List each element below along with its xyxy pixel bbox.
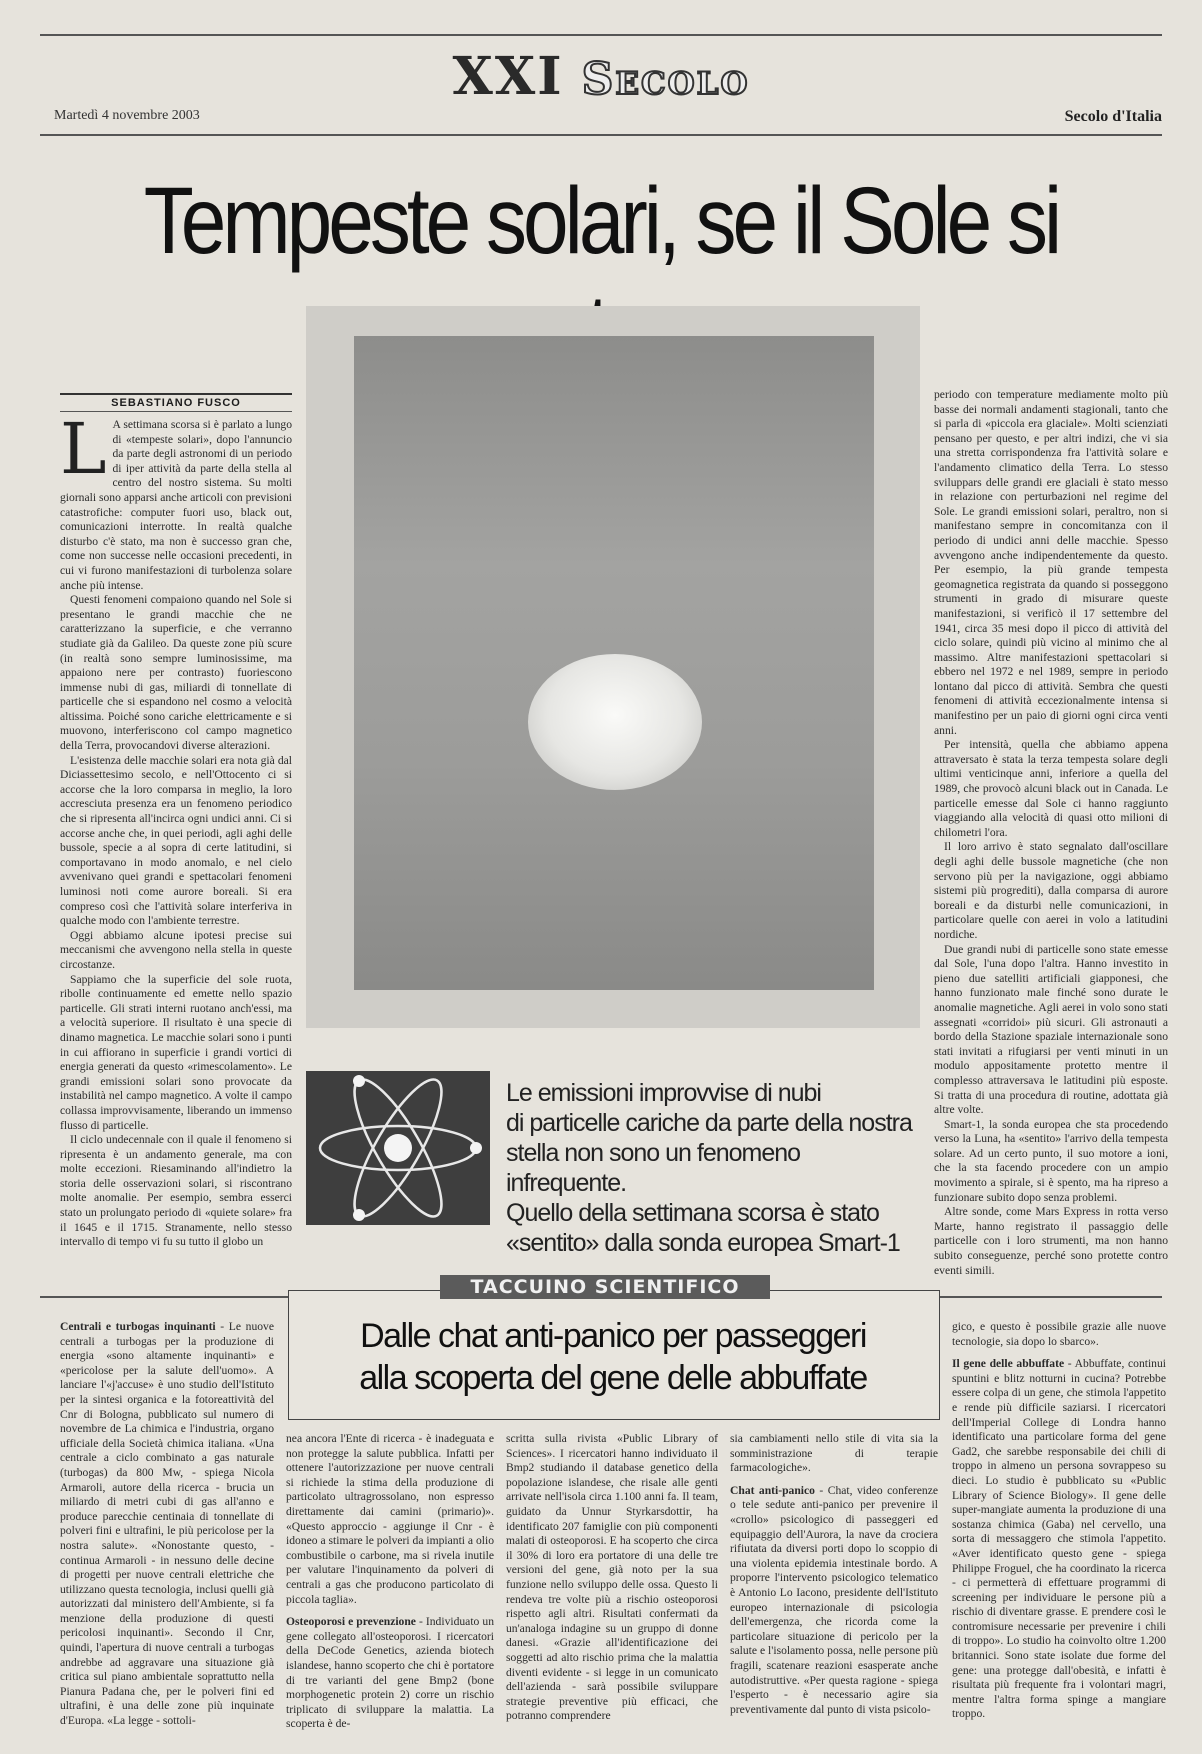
masthead-xxi: XXI (452, 46, 564, 107)
pull-quote-line: stella non sono un fenomeno infrequente. (506, 1139, 801, 1197)
paragraph (60, 1320, 274, 1729)
article-column-right (934, 388, 1168, 1277)
taccuino-label: TACCUINO SCIENTIFICO (440, 1275, 770, 1299)
taccuino-column-4 (730, 1432, 938, 1748)
item-text: - Chat, video conferenze o tele sedute anti-panico per prevenire il «crollo» psicologico di passeggeri ed equipaggio dell'Aurora, la nave da crociera rifiutata da diversi porti dopo lo scoppio di una violenta epidemia intestinale bordo. A proporre l'intervento psicologico telematico è Antonio Lo Iacono, presidente dell'Istituto europeo internazionale di psicologia dell'emergenza, che ricorda come la particolare situazione di pericolo per la salute e l'isolamento possa, nelle persone più fragili, scatenare reazioni esasperate anche autodistruttive. «Per questa ragione - spiega l'esperto - è necessario agire sia preventivamente dal punto di vista psicolo- (730, 1483, 938, 1716)
atom-illustration (306, 1071, 490, 1225)
item-label: Osteoporosi e prevenzione (286, 1615, 416, 1629)
item-label: Chat anti-panico (730, 1483, 815, 1497)
paragraph: L'esistenza delle macchie solari era nota già dal Diciassettesimo secolo, e nell'Ottocento ci si accorse che la loro comparsa in meglio, la loro accresciuta presenza era un fenomeno periodico che si ripresenta all'incirca ogni undici anni. Ci si accorse anche che, in quei periodi, agli aghi delle bussole, specie a al sopra di certe latitudini, si comportavano in modo anomalo, e nel cielo avvenivano quei grandi e spettacolari fenomeni luminosi noti come aurore boreali. Si era compreso così che l'attività solare interferiva in qualche modo con l'ambiente terrestre. (60, 753, 292, 928)
item-label: Il gene delle abbuffate (952, 1357, 1065, 1371)
paragraph: Il ciclo undecennale con il quale il fenomeno si ripresenta è un andamento generale, ma con molte eccezioni. Riesaminando all'indietro la storia delle osservazioni solari, si riscontrano molte anomalie. Per esempio, sembra esserci stato un prolungato periodo di «quiete solare» fra il 1645 e il 1715. Stranamente, nello stesso intervallo di tempo vi fu su tutto il globo un (60, 1133, 292, 1249)
item-text: - Individuato un gene collegato all'osteoporosi. I ricercatori della DeCode Genetics, azienda biotech islandese, hanno scoperto che chi è portatore di tre varianti del gene Bmp2 (bone morphogenetic protein 2) corre un rischio triplicato di sviluppare la malattia. La scoperta è de- (286, 1615, 494, 1731)
paragraph: Oggi abbiamo alcune ipotesi precise sui meccanismi che avvengono nella stella in queste circostanze. (60, 928, 292, 971)
byline: SEBASTIANO FUSCO (60, 393, 292, 412)
paragraph: sia cambiamenti nello stile di vita sia la somministrazione di terapie farmacologiche». (730, 1432, 938, 1475)
main-headline: Tempeste solari, se il Sole si (143, 169, 1059, 274)
masthead-rule (40, 134, 1162, 136)
paragraph (286, 1615, 494, 1732)
taccuino-column-3 (506, 1432, 718, 1748)
paragraph (730, 1484, 938, 1718)
pull-quote (506, 1078, 912, 1258)
issue-date: Martedì 4 novembre 2003 (54, 108, 200, 123)
article-column-left (60, 408, 292, 1249)
paragraph: Per intensità, quella che abbiamo appena attraversato è stata la terza tempesta solare degli ultimi venticinque anni, inferiore a quella del 1989, che provocò alcuni black out in Canada. Le particelle emesse dal Sole ci hanno raggiunto viaggiando alla velocità di quasi otto milioni di chilometri l'ora. (934, 738, 1168, 839)
paragraph: Due grandi nubi di particelle sono state emesse dal Sole, l'una dopo l'altra. Hanno investito in pieno due satelliti artificiali giapponesi, che hanno funzionato male finché sono durate le anomalie magnetiche. Agli aerei in volo sono stati assegnati «corridoi» più sicuri. Gli astronauti a bordo della Stazione spaziale internazionale sono stati invitati a rifugiarsi per venti minuti in un modulo appositamente protetto mentre il complesso attraversava le latitudini più esposte. Si tratta di una procedura di routine, adottata già altre volte. (934, 942, 1168, 1117)
paragraph (952, 1357, 1166, 1722)
taccuino-column-5 (952, 1320, 1166, 1748)
pull-quote-line: Quello della settimana scorsa è stato (506, 1199, 879, 1227)
item-text: - Le nuove centrali a turbogas per la produzione di energia «sono altamente inquinanti» e «pericolose per la salute dell'uomo». A lanciare l'«j'accuse» è uno studio dell'Istituto per la sintesi organica e la fotoreattività del Cnr di Bologna, pubblicato sul numero di novembre de La chimica e l'industria, organo ufficiale della Società chimica italiana. «Una centrale a ciclo combinato a gas naturale (turbogas) da 800 Mw, - spiega Nicola Armaroli, autore della ricerca - brucia un miliardo di metri cubi di gas all'anno e produce parecchie centinaia di tonnellate di polveri fini e ultrafini, le più pericolose per la nostra salute». «Nonostante questo, - continua Armaroli - in nessuno delle decine di progetti per nuove centrali elettriche che utilizzano questa tecnologia, inclusi quelli già autorizzati dal ministero dell'Ambiente, si fa menzione della produzione di questi pericolosi inquinanti». Secondo il Cnr, quindi, l'apertura di nuove centrali a turbogas andrebbe ad aggravare una situazione già critica sul piano ambientale soprattutto nella Pianura Padana che, per le polveri fini ed ultrafini, è una delle zone più inquinate d'Europa. «La legge - sottoli- (60, 1320, 275, 1728)
drop-cap: L (60, 408, 107, 490)
sun-disc (528, 654, 702, 790)
paragraph: Altre sonde, come Mars Express in rotta verso Marte, hanno registrato il passaggio delle particelle con i loro strumenti, ma non hanno subito conseguenze, perché sono protette contro eventi simili. (934, 1205, 1168, 1277)
top-rule (40, 34, 1162, 36)
paragraph: gico, e questo è possibile grazie alle nuove tecnologie, sia dopo lo sbarco». (952, 1320, 1166, 1348)
pull-quote-line: di particelle cariche da parte della nostra (506, 1109, 912, 1137)
taccuino-column-1 (60, 1320, 274, 1748)
paragraph: Sappiamo che la superficie del sole ruota, ribolle continuamente ed emette nello spazio particelle. Gli strati interni ruotano anch'essi, ma a velocità superiore. Il risultato è una specie di dinamo magnetica. Le macchie solari sono i punti in cui affiorano in superficie i grandi vortici di energia generati da questo «rimescolamento». Le grandi emissioni solari sono provocate da instabilità nel campo magnetico. A volte il campo collassa improvvisamente, liberando un immenso flusso di particelle. (60, 972, 292, 1132)
atom-icon (306, 1071, 490, 1225)
taccuino-headline-line: Dalle chat anti-panico per passeggeri (360, 1317, 866, 1355)
pull-quote-line: Le emissioni improvvise di nubi (506, 1079, 821, 1107)
paragraph: Il loro arrivo è stato segnalato dall'oscillare degli aghi delle bussole magnetiche (che non servono più per la navigazione, oggi abbiamo sistemi più progrediti), dalla comparsa di aurore boreali e da disturbi nelle comunicazioni, in particolare quelle con aerei in volo a latitudini nordiche. (934, 840, 1168, 941)
paragraph: Questi fenomeni compaiono quando nel Sole si presentano le grandi macchie che ne caratterizzano la superficie, e che verranno studiate già da Galileo. Da queste zone più scure (in realtà sono sempre luminosissime, ma appaiono nere per contrasto) fuoriescono immense nubi di gas, miliardi di tonnellate di particelle che si espandono nel cosmo a velocità altissima. Poiché sono cariche elettricamente e si muovono, interferiscono col campo magnetico della Terra, provocandovi diverse alterazioni. (60, 593, 292, 753)
newspaper-name: Secolo d'Italia (1064, 108, 1162, 125)
paragraph: nea ancora l'Ente di ricerca - è inadeguata e non protegge la salute pubblica. Infatti per ottenere l'autorizzazione per nuove centrali si richiede la stima della produzione di particolato ultragrossolano, non espresso direttamente dai camini (primario)». «Questo approccio - aggiunge il Cnr - è idoneo a stimare le polveri da impianti a olio combustibile o carbone, ma si rivela inutile per valutare l'inquinamento da polveri di centrali a gas che producono particolato di piccola taglia». (286, 1432, 494, 1606)
item-label: Centrali e turbogas inquinanti (60, 1320, 216, 1333)
paragraph: Smart-1, la sonda europea che sta procedendo verso la Luna, ha «sentito» l'arrivo della tempesta solare. Ad un certo punto, il suo motore a ioni, che la sta facendo procedere con un ampio movimento a spirale, si è spento, ma ha ripreso a funzionare subito dopo senza problemi. (934, 1117, 1168, 1204)
masthead-secolo: Secolo (581, 54, 750, 105)
paragraph: periodo con temperature mediamente molto più basse dei normali andamenti stagionali, tanto che si parla di «piccola era glaciale». Molti scienziati pensano per questo, e per altri indizi, che vi sia una stretta corrispondenza fra l'attività solare e l'andamento climatico della Terra. Lo stesso sviluppars delle grandi ere glaciali è stato messo in relazione con perturbazioni nel regime del Sole. Le grandi emissioni solari, peraltro, non si manifestano sempre in concomitanza con il periodo di undici anni delle macchie. Spesso avvengono anche indipendentemente da questo. Per esempio, la più grande tempesta geomagnetica registrata da quando si posseggono strumenti in grado di misurare queste manifestazioni, si verificò il 17 settembre del 1941, circa 35 mesi dopo il picco di attività del ciclo solare, quindi più vicino al minimo che al massimo. Altre manifestazioni spettacolari si ebbero nel 1972 e nel 1989, sempre in periodo lontano dal picco di attività. Sembra che questi fenomeni di attività eccezionalmente intensa si manifestino per un paio di giorni ogni circa venti anni. (934, 388, 1168, 737)
taccuino-headline-line: alla scoperta del gene delle abbuffate (359, 1359, 867, 1397)
paragraph: A settimana scorsa si è parlato a lungo di «tempeste solari», dopo l'annuncio da parte degli astronomi di un periodo di iper attività da parte della stella al centro del nostro sistema. Su molti giornali sono apparsi anche articoli con previsioni catastrofiche: computer fuori uso, black out, comunicazioni interrotte. In realtà qualche disturbo c'è stato, ma non è successo gran che, come non successe nelle occasioni precedenti, in cui vi furono manifestazioni di turbolenza solare anche più intense. (60, 418, 292, 592)
taccuino-column-2 (286, 1432, 494, 1748)
pull-quote-line: «sentito» dalla sonda europea Smart-1 (506, 1229, 900, 1257)
taccuino-headline (288, 1315, 938, 1399)
paragraph: scritta sulla rivista «Public Library of Sciences». I ricercatori hanno individuato il Bmp2 studiando il database genetico della popolazione islandese, che risale alle genti arrivate nell'isola circa 1.100 anni fa. Il team, guidato da Unnur Styrkarsdottir, ha identificato 207 famiglie con più componenti malati di osteoporosi. E ha scoperto che circa il 30% di loro era portatore di una delle tre versioni del gene, già noto per la sua funzione nello sviluppo delle ossa. Questo li rendeva tre volte più a rischio osteoporosi rispetto agli altri. Risultati confermati da un'analoga indagine su un gruppo di donne danesi. «Grazie all'identificazione dei soggetti ad alto rischio prima che la malattia diventi evidente - si legge in un comunicato dell'azienda - sarà possibile sviluppare strategie preventive più efficaci, che potranno comprendere (506, 1432, 718, 1723)
masthead (0, 46, 1202, 107)
item-text: - Abbuffate, continui spuntini e blitz notturni in cucina? Potrebbe essere colpa di un gene, che stimola l'appetito e rende più difficile saziarsi. I ricercatori dell'Imperial College di Londra hanno identificato una particolare forma del gene Gad2, che sarebbe responsabile dei chili di troppo in almeno un persona sovrappeso su dieci. Lo studio è pubblicato su «Public Library of Science Biology». Il gene delle super-mangiate aumenta la produzione di una sostanza chimica (Gaba) nel cervello, una sorta di messaggero che stimola l'appetito. «Aver identificato questo gene - spiega Philippe Froguel, che ha coordinato la ricerca - ci permetterà di effettuare programmi di screening per individuare le persone più a rischio di diventare grasse. E prendere così le contromisure necessarie per prevenire i chili di troppo». Lo studio ha coinvolto oltre 1.200 britannici. Sono state isolate due forme del gene: una protegge dall'obesità, e infatti è risultata più frequente fra i volontari magri, mentre l'altra forma spinge a mangiare troppo. (952, 1357, 1166, 1721)
